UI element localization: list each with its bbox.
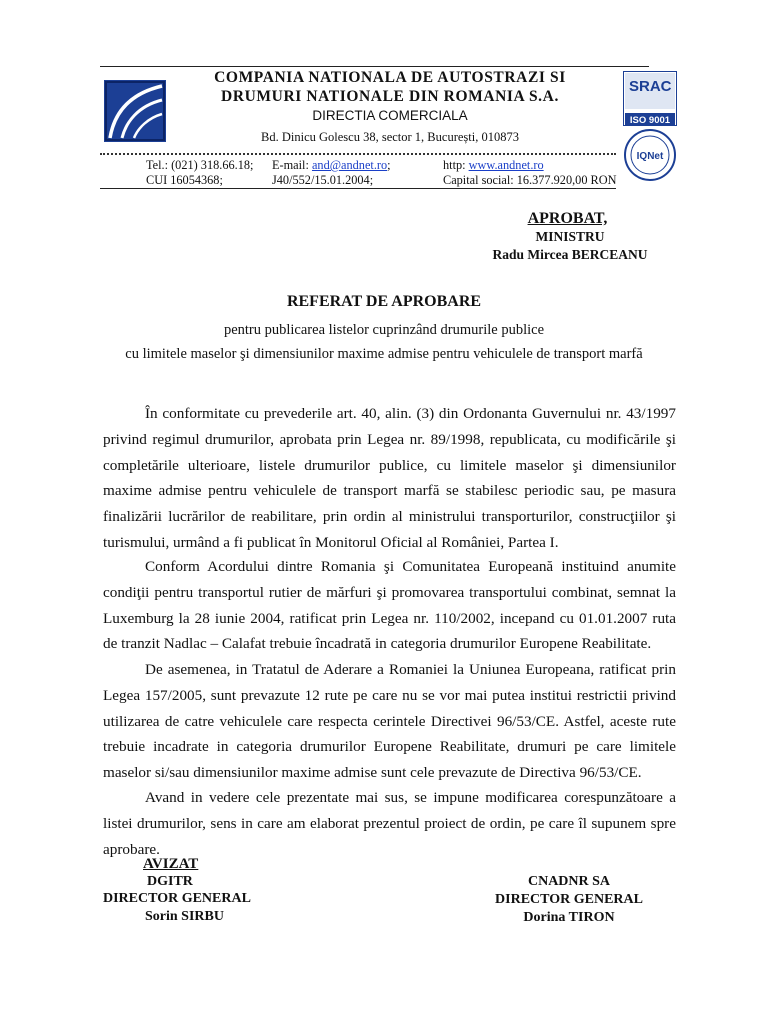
- signature-left-org: DGITR: [147, 874, 193, 889]
- document-subtitle-1: pentru publicarea listelor cuprinzând drumurile publice: [223, 322, 545, 338]
- document-subtitle-2: cu limitele maselor şi dimensiunilor maxime admise pentru vehiculele de transport marfă: [125, 346, 643, 362]
- document-title: REFERAT DE APROBARE: [286, 293, 482, 310]
- email-link[interactable]: and@andnet.ro: [311, 158, 388, 172]
- signature-left: [100, 856, 255, 925]
- contact-tel: Tel.: (021) 318.66.18;: [146, 158, 254, 172]
- signature-left-role: DIRECTOR GENERAL: [103, 891, 251, 906]
- http-label: http:: [443, 158, 466, 172]
- body-paragraph-3: De asemenea, in Tratatul de Aderare a Romaniei la Uniunea Europeana, ratificat prin Legea 157/2005, sunt prevazute 12 rute pe care nu se vor mai putea institui restrictii privind utilizarea de catre vehiculele care respecta cerintele Directivei 96/53/CE. Astfel, aceste rute trebuie incadrate in categoria drumurilor Europene Reabilitate, drumuri pe care limitele maselor si/sau dimensiunilor maxime admise sunt cele prevazute de Directiva 96/53/CE.: [103, 661, 676, 782]
- body-paragraph-1: În conformitate cu prevederile art. 40, alin. (3) din Ordonanta Guvernului nr. 43/1997 privind regimul drumurilor, aprobata prin Legea nr. 89/1998, republicata, cu modificările şi completările ulterioare, listele drumurilor publice, cu limitele maselor şi dimensiunilor maxime admise pentru vehiculele de transport marfă se stabilesc periodic sau, pe masura finalizării lucrărilor de reabilitare, prin ordin al ministrului transporturilor, construcţiilor şi turismului, urmând a fi publicat în Monitorul Oficial al României, Partea I.: [103, 405, 676, 551]
- signature-right-org: CNADNR SA: [527, 874, 611, 889]
- contact-capital: Capital social: 16.377.920,00 RON: [443, 173, 617, 187]
- email-suffix: ;: [387, 158, 391, 172]
- header-top-rule: [100, 66, 649, 67]
- contact-registry: J40/552/15.01.2004;: [272, 173, 374, 187]
- srac-iso-logo: [623, 71, 677, 126]
- iqnet-logo: [623, 128, 677, 182]
- company-name-line2: DRUMURI NATIONALE DIN ROMANIA S.A.: [221, 88, 559, 105]
- signature-right-role: DIRECTOR GENERAL: [495, 892, 643, 907]
- approval-title: APROBAT,: [527, 210, 608, 227]
- department-name: DIRECTIA COMERCIALA: [312, 108, 468, 123]
- header-dotted-rule: [100, 153, 616, 155]
- approval-block: [460, 210, 680, 263]
- body-paragraph-2: Conform Acordului dintre Romania şi Comunitatea Europeană instituind anumite condiţii pentru transportul rutier de mărfuri şi promovarea transportului combinat, semnat la Luxemburg la 28 iunie 2004, ratificat prin Legea nr. 110/2002, incepand cu 01.01.2007 ruta de tranzit Nadlac – Calafat trebuie încadrată in categoria drumurilor Europene Reabilitate.: [103, 558, 676, 653]
- signature-left-name: Sorin SIRBU: [145, 909, 224, 924]
- body-paragraph-4: Avand in vedere cele prezentate mai sus, se impune modificarea corespunzătoare a listei drumurilor, sens in care am elaborat prezentul proiect de ordin, pe care îl supunem spre aprobare.: [103, 789, 676, 858]
- approval-role: MINISTRU: [535, 229, 605, 244]
- contact-email: [272, 158, 391, 173]
- signature-left-label: AVIZAT: [143, 856, 199, 872]
- signature-right-name: Dorina TIRON: [523, 910, 615, 925]
- approval-name: Radu Mircea BERCEANU: [492, 247, 648, 262]
- srac-logo-text: SRAC: [629, 78, 672, 95]
- header-bottom-rule: [100, 188, 616, 189]
- iso-logo-text: ISO 9001: [629, 115, 671, 126]
- iqnet-logo-text: IQNet: [636, 151, 664, 162]
- email-label: E-mail:: [272, 158, 309, 172]
- signature-right: [484, 873, 654, 926]
- company-address: Bd. Dinicu Golescu 38, sector 1, București, 010873: [261, 130, 519, 144]
- company-name-line1: COMPANIA NATIONALA DE AUTOSTRAZI SI: [214, 69, 566, 86]
- contact-cui: CUI 16054368;: [146, 173, 223, 187]
- contact-website: [443, 158, 544, 173]
- website-link[interactable]: www.andnet.ro: [468, 158, 544, 172]
